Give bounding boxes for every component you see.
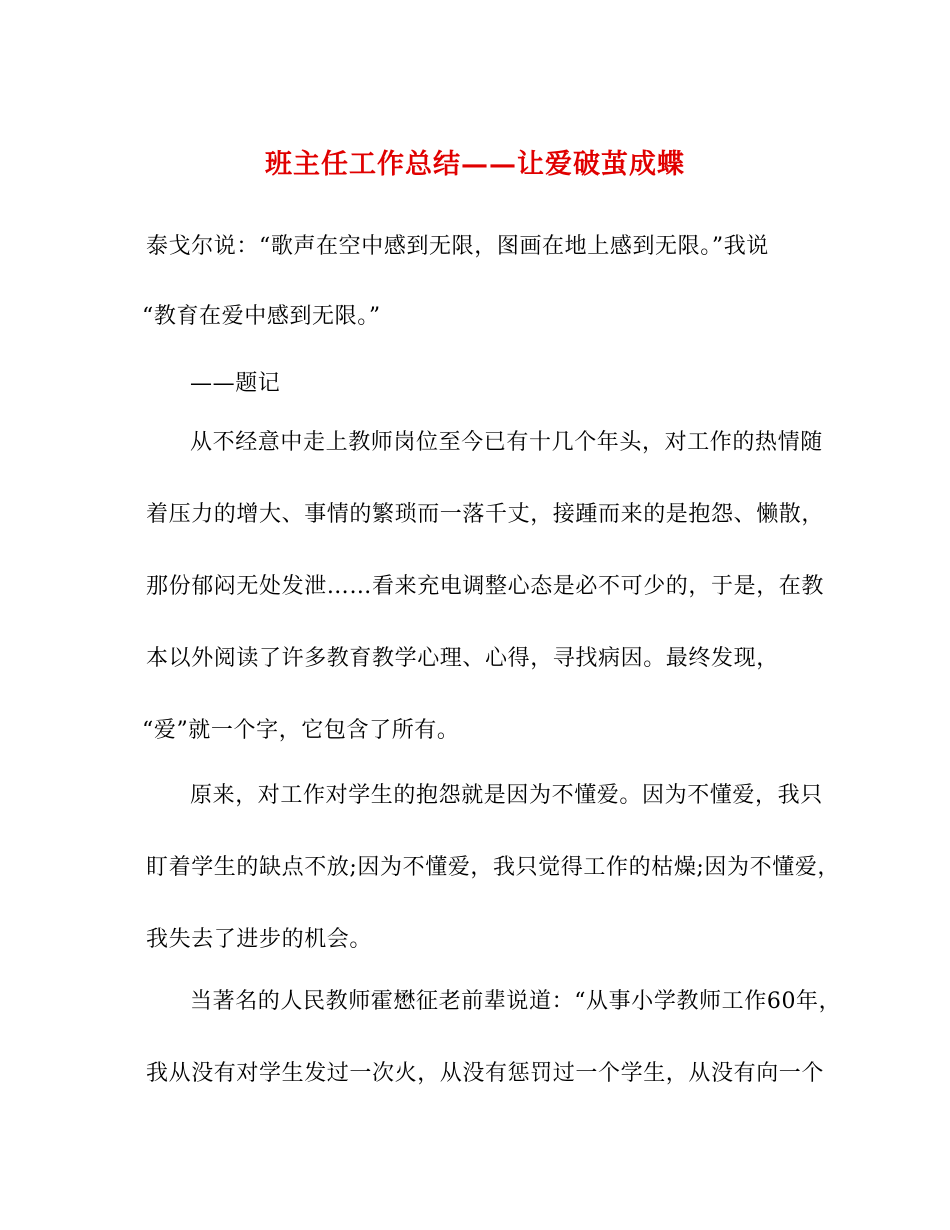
- document-title: 班主任工作总结——让爱破茧成蝶: [265, 149, 685, 180]
- paragraph-line: 本以外阅读了许多教育教学心理、心得，寻找病因。最终发现，: [146, 646, 779, 671]
- paragraph-line: 从不经意中走上教师岗位至今已有十几个年头，对工作的热情随: [190, 430, 823, 455]
- paragraph-line: 盯着学生的缺点不放;因为不懂爱，我只觉得工作的枯燥;因为不懂爱，: [146, 855, 841, 880]
- paragraph-line: 当著名的人民教师霍懋征老前辈说道：“从事小学教师工作60年，: [190, 989, 842, 1014]
- epigraph-attribution: ——题记: [190, 371, 281, 396]
- paragraph-line: “爱”就一个字，它包含了所有。: [142, 718, 460, 743]
- paragraph-line: 泰戈尔说：“歌声在空中感到无限，图画在地上感到无限。”我说: [146, 234, 769, 259]
- paragraph-line: 原来，对工作对学生的抱怨就是因为不懂爱。因为不懂爱，我只: [190, 783, 823, 808]
- paragraph-line: 我失去了进步的机会。: [146, 927, 373, 952]
- paragraph-line: 着压力的增大、事情的繁琐而一落千丈，接踵而来的是抱怨、懒散，: [146, 502, 825, 527]
- paragraph-line: “教育在爱中感到无限。”: [142, 304, 381, 329]
- paragraph-line: 那份郁闷无处发泄……看来充电调整心态是必不可少的，于是，在教: [146, 574, 825, 599]
- paragraph-line: 我从没有对学生发过一次火，从没有惩罚过一个学生，从没有向一个: [146, 1061, 825, 1086]
